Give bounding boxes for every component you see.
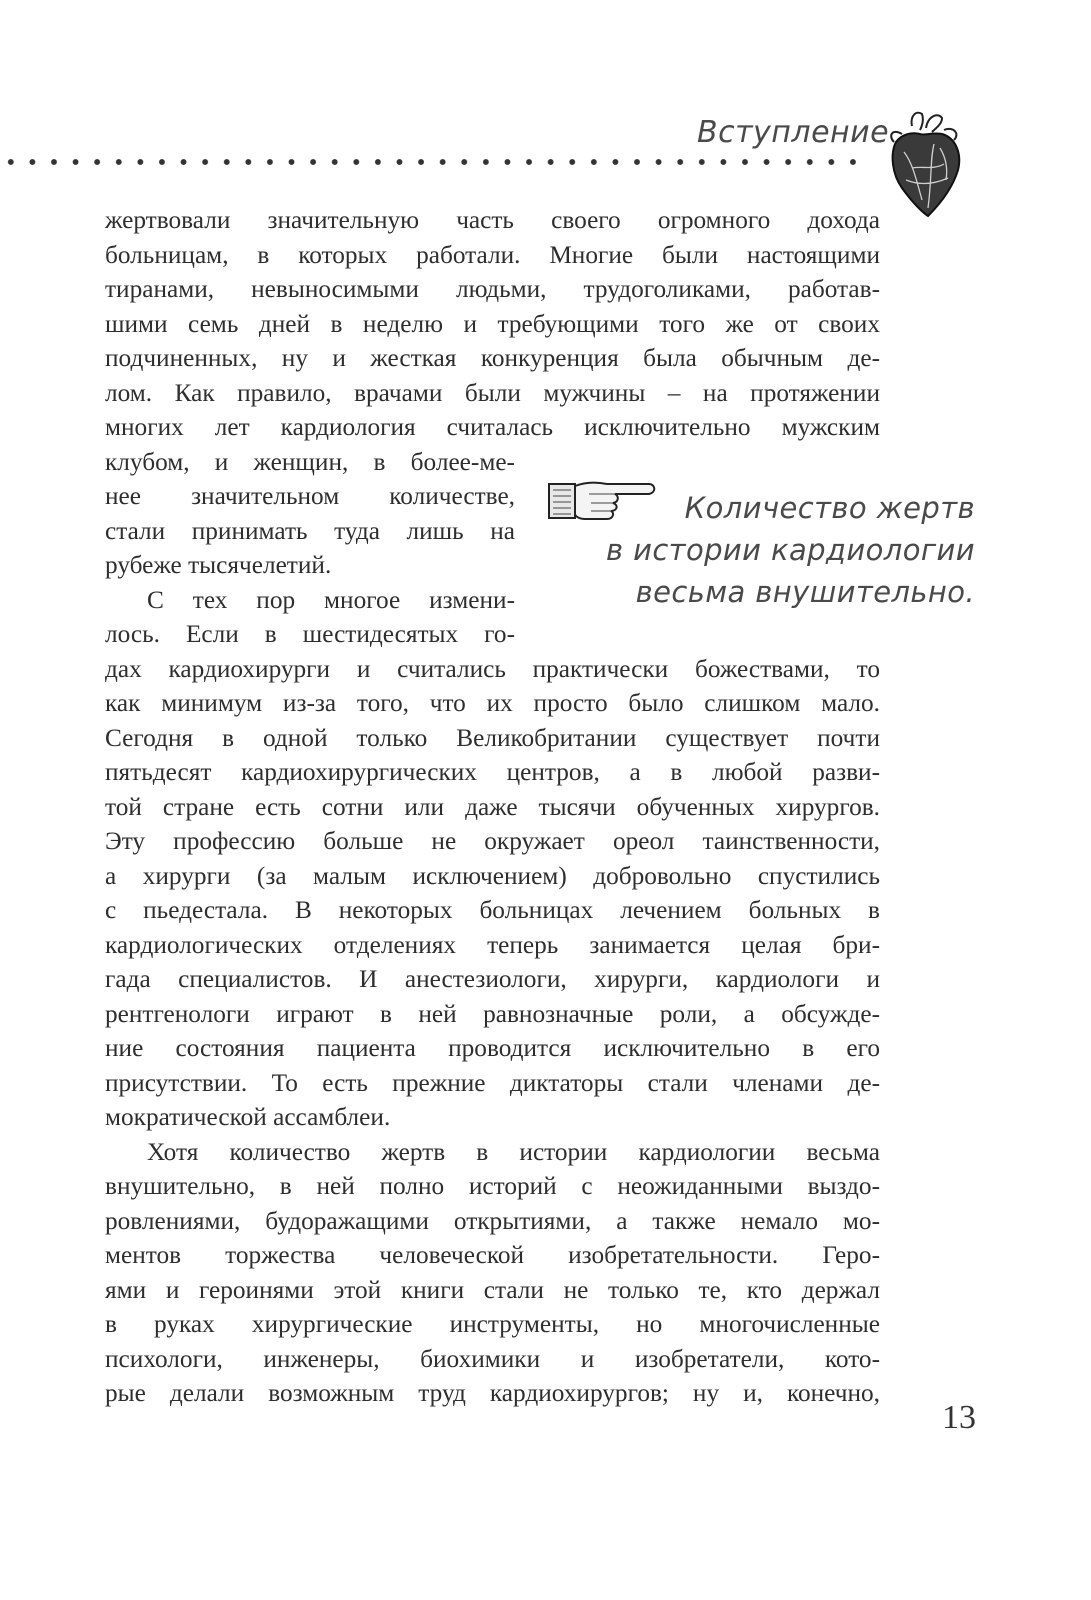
text-line: мократической ассамблеи. <box>105 1103 391 1131</box>
text-line: ровлениями, будоражащими открытиями, а также немало мо- <box>105 1207 880 1235</box>
pull-quote <box>545 488 975 618</box>
text-line: рые делали возможным труд кардиохирургов; ну и, конечно, <box>105 1379 880 1407</box>
text-line: дах кардиохирурги и считались практически божествами, то <box>105 655 880 683</box>
text-line: ментов торжества человеческой изобретательности. Геро- <box>105 1241 880 1269</box>
text-line: рубеже тысячелетий. <box>105 551 332 579</box>
text-line: ями и героинями этой книги стали не только те, кто держал <box>105 1276 880 1304</box>
text-line: стали принимать туда лишь на <box>105 517 515 545</box>
text-line: пятьдесят кардиохирургических центров, а в любой разви- <box>105 758 880 786</box>
text-line: гада специалистов. И анестезиологи, хирурги, кардиологи и <box>105 965 880 993</box>
text-line: шими семь дней в неделю и требующими того же от своих <box>105 310 880 338</box>
text-line: Эту профессию больше не окружает ореол таинственности, <box>105 827 880 855</box>
text-line: лось. Если в шестидесятых го- <box>105 620 515 648</box>
text-line: внушительно, в ней полно историй с неожиданными выздо- <box>105 1172 880 1200</box>
text-line: ние состояния пациента проводится исключительно в его <box>105 1034 880 1062</box>
text-line: лом. Как правило, врачами были мужчины – на протяжении <box>105 379 880 407</box>
pull-quote-line: Количество жертв <box>684 491 975 525</box>
text-line: как минимум из-за того, что их просто было слишком мало. <box>105 689 880 717</box>
text-line: клубом, и женщин, в более-ме- <box>105 448 515 476</box>
text-line: в руках хирургические инструменты, но многочисленные <box>105 1310 880 1338</box>
pull-quote-line: в истории кардиологии <box>605 533 975 567</box>
text-line: жертвовали значительную часть своего огромного дохода <box>105 206 880 234</box>
text-line: Сегодня в одной только Великобритании существует почти <box>105 724 880 752</box>
text-line: Хотя количество жертв в истории кардиологии весьма <box>147 1138 880 1166</box>
text-line: С тех пор многое измени- <box>147 586 515 614</box>
text-line: а хирурги (за малым исключением) добровольно спустились <box>105 862 880 890</box>
text-line: той стране есть сотни или даже тысячи обученных хирургов. <box>105 793 880 821</box>
text-line: нее значительном количестве, <box>105 482 515 510</box>
pull-quote-line: весьма внушительно. <box>635 575 975 609</box>
text-line: с пьедестала. В некоторых больницах лечением больных в <box>105 896 880 924</box>
text-line: рентгенологи играют в ней равнозначные роли, а обсужде- <box>105 1000 880 1028</box>
text-line: присутствии. То есть прежние диктаторы стали членами де- <box>105 1069 880 1097</box>
text-line: психологи, инженеры, биохимики и изобретатели, кото- <box>105 1345 880 1373</box>
text-line: кардиологических отделениях теперь занимается целая бри- <box>105 931 880 959</box>
text-line: подчиненных, ну и жесткая конкуренция была обычным де- <box>105 344 880 372</box>
text-line: многих лет кардиология считалась исключительно мужским <box>105 413 880 441</box>
text-line: больницам, в которых работали. Многие были настоящими <box>105 241 880 269</box>
section-title: Вступление <box>697 115 890 150</box>
text-line: тиранами, невыносимыми людьми, трудоголиками, работав- <box>105 275 880 303</box>
dotted-rule <box>0 154 870 170</box>
page-number: 13 <box>942 1399 976 1436</box>
anatomical-heart-icon <box>882 108 964 220</box>
